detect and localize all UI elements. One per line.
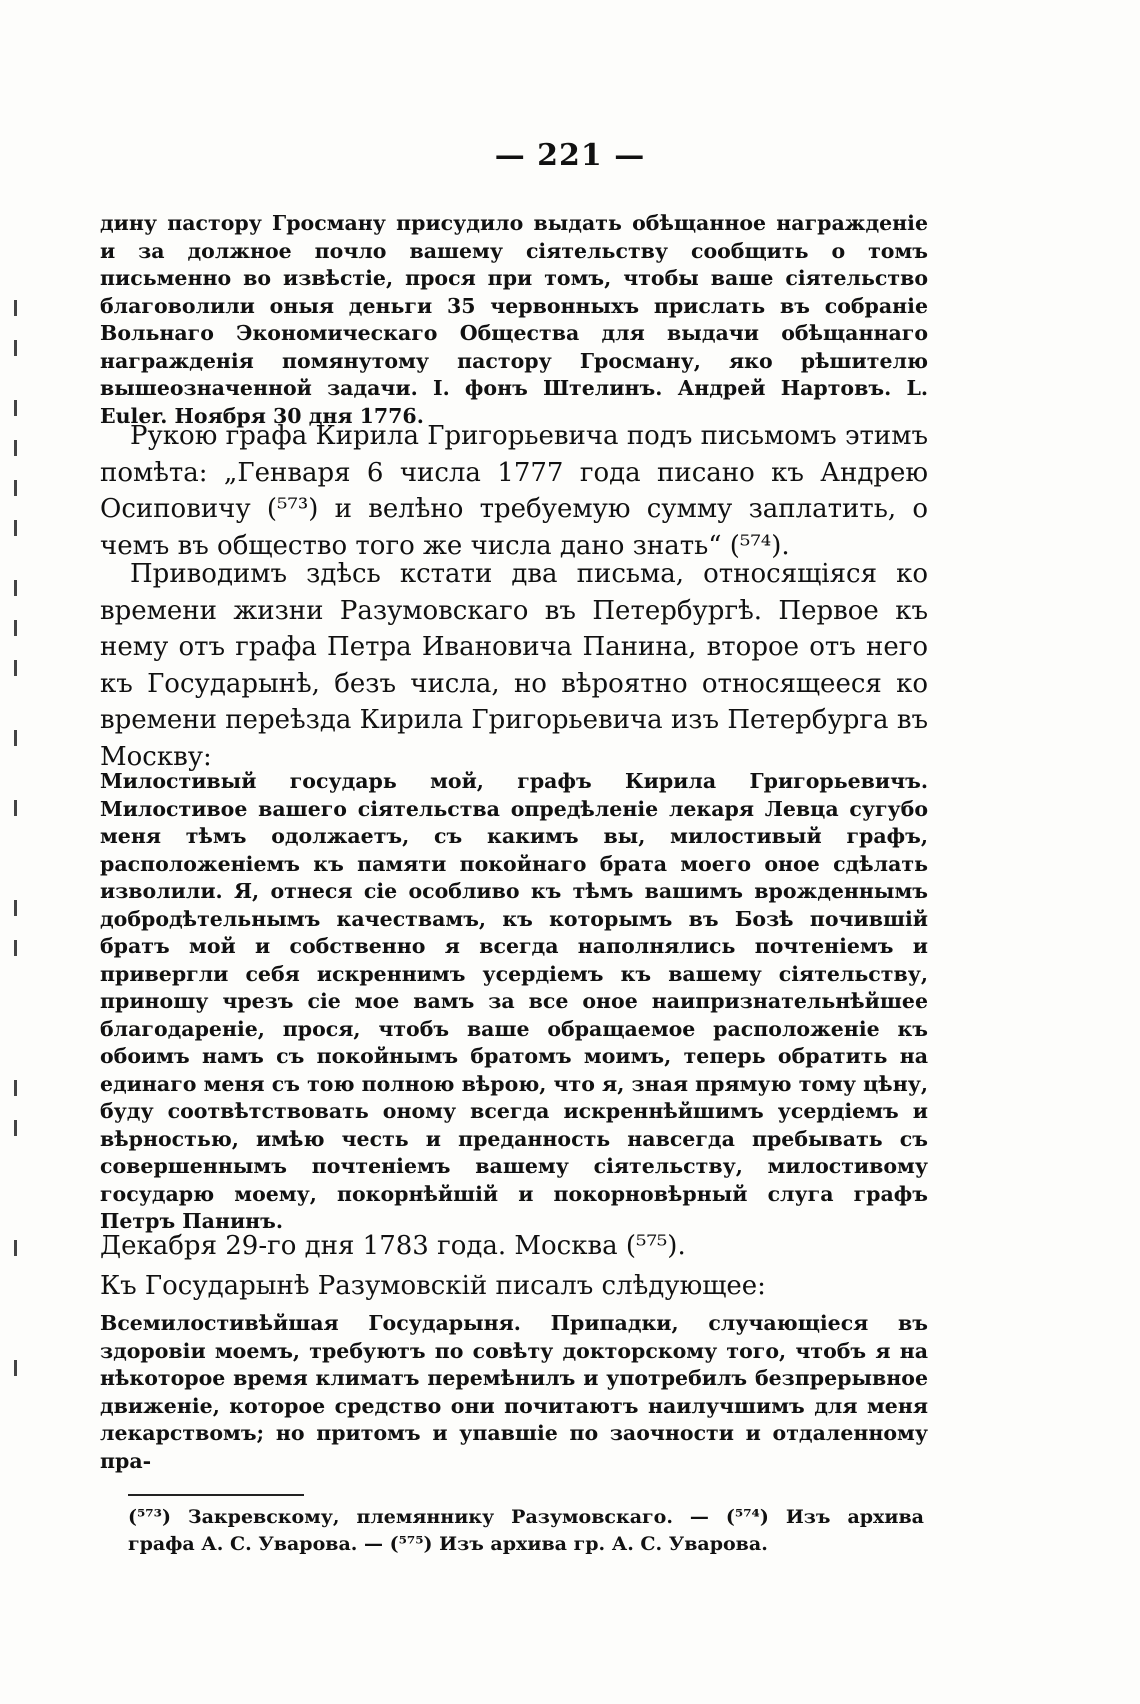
footnotes-text: (⁵⁷³) Закревскому, племяннику Разумовскаго. — (⁵⁷⁴) Изъ архива графа А. С. Уварова. — (⁵⁷⁵) Изъ архива гр. А. С. Уварова. <box>128 1506 924 1555</box>
razumovsky-letter <box>100 1310 928 1475</box>
razumovsky-letter-text: Всемилостивѣйшая Государыня. Припадки, случающіеся въ здоровіи моемъ, требуютъ по совѣту докторскому того, чтобъ я на нѣкоторое время климатъ перемѣнилъ и употребилъ безпрерывное движеніе, которое средство они почитаютъ наилучшимъ для меня лекарствомъ; но притомъ и упавшіе по заочности и отдаленному пра- <box>100 1311 928 1473</box>
scan-margin-artifacts <box>14 300 28 1500</box>
page-number: — 221 — <box>494 138 646 173</box>
annotation-paragraph <box>100 418 928 564</box>
letter-continuation-paragraph <box>100 210 928 430</box>
letter-date-line <box>100 1230 928 1262</box>
panin-letter <box>100 768 928 1236</box>
footnote-divider <box>128 1494 304 1496</box>
footnotes <box>128 1504 924 1558</box>
introduction-text: Приводимъ здѣсь кстати два письма, относящіяся ко времени жизни Разумовскаго въ Петербургѣ. Первое къ нему отъ графа Петра Ивановича Панина, второе отъ него къ Государынѣ, безъ числа, но вѣроятно относящееся ко времени переѣзда Кирила Григорьевича изъ Петербурга въ Москву: <box>100 559 928 772</box>
panin-letter-text: Милостивый государь мой, графъ Кирила Григорьевичъ. Милостивое вашего сіятельства опредѣленіе лекаря Левца сугубо меня тѣмъ одолжаетъ, съ какимъ вы, милостивый графъ, расположеніемъ къ памяти покойнаго брата моего оное сдѣлать изволили. Я, отнеся сіе особливо къ тѣмъ вашимъ врожденнымъ добродѣтельнымъ качествамъ, къ которымъ въ Бозѣ почившій братъ мой и собственно я всегда наполнялись почтеніемъ и привергли себя искреннимъ усердіемъ къ вашему сіятельству, приношу чрезъ сіе мое вамъ за все оное наипризнательнѣйшее благодареніе, прося, чтобъ ваше обращаемое расположеніе къ обоимъ намъ съ покойнымъ братомъ моимъ, теперь обратить на единаго меня съ тою полною вѣрою, что я, зная прямую тому цѣну, буду соотвѣтствовать оному всегда искреннѣйшимъ усердіемъ и вѣрностью, имѣю честь и преданность навсегда пребывать съ совершеннымъ почтеніемъ вашему сіятельству, милостивому государю моему, покорнѣйшій и покорновѣрный слуга графъ Петръ Панинъ. <box>100 769 928 1233</box>
annotation-text: Рукою графа Кирила Григорьевича подъ письмомъ этимъ помѣта: „Генваря 6 числа 1777 года писано къ Андрею Осиповичу (⁵⁷³) и велѣно требуемую сумму заплатить, о чемъ въ общество того же числа дано знать“ (⁵⁷⁴). <box>100 421 928 561</box>
continuation-text: дину пастору Гросману присудило выдать обѣщанное награжденіе и за должное почло вашему сіятельству сообщить о томъ письменно во извѣстіе, прося при томъ, чтобы ваше сіятельство благоволили оныя деньги 35 червонныхъ прислать въ собраніе Вольнаго Экономическаго Общества для выдачи обѣщаннаго награжденія помянутому пастору Гросману, яко рѣшителю вышеозначенной задачи. І. фонъ Штелинъ. Андрей Нартовъ. L. Euler. Ноября 30 дня 1776. <box>100 211 928 428</box>
introduction-paragraph <box>100 556 928 775</box>
second-letter-intro-text: Къ Государынѣ Разумовскій писалъ слѣдующее: <box>100 1271 766 1301</box>
letter-date-text: Декабря 29-го дня 1783 года. Москва (⁵⁷⁵). <box>100 1231 686 1261</box>
second-letter-intro <box>100 1270 928 1302</box>
